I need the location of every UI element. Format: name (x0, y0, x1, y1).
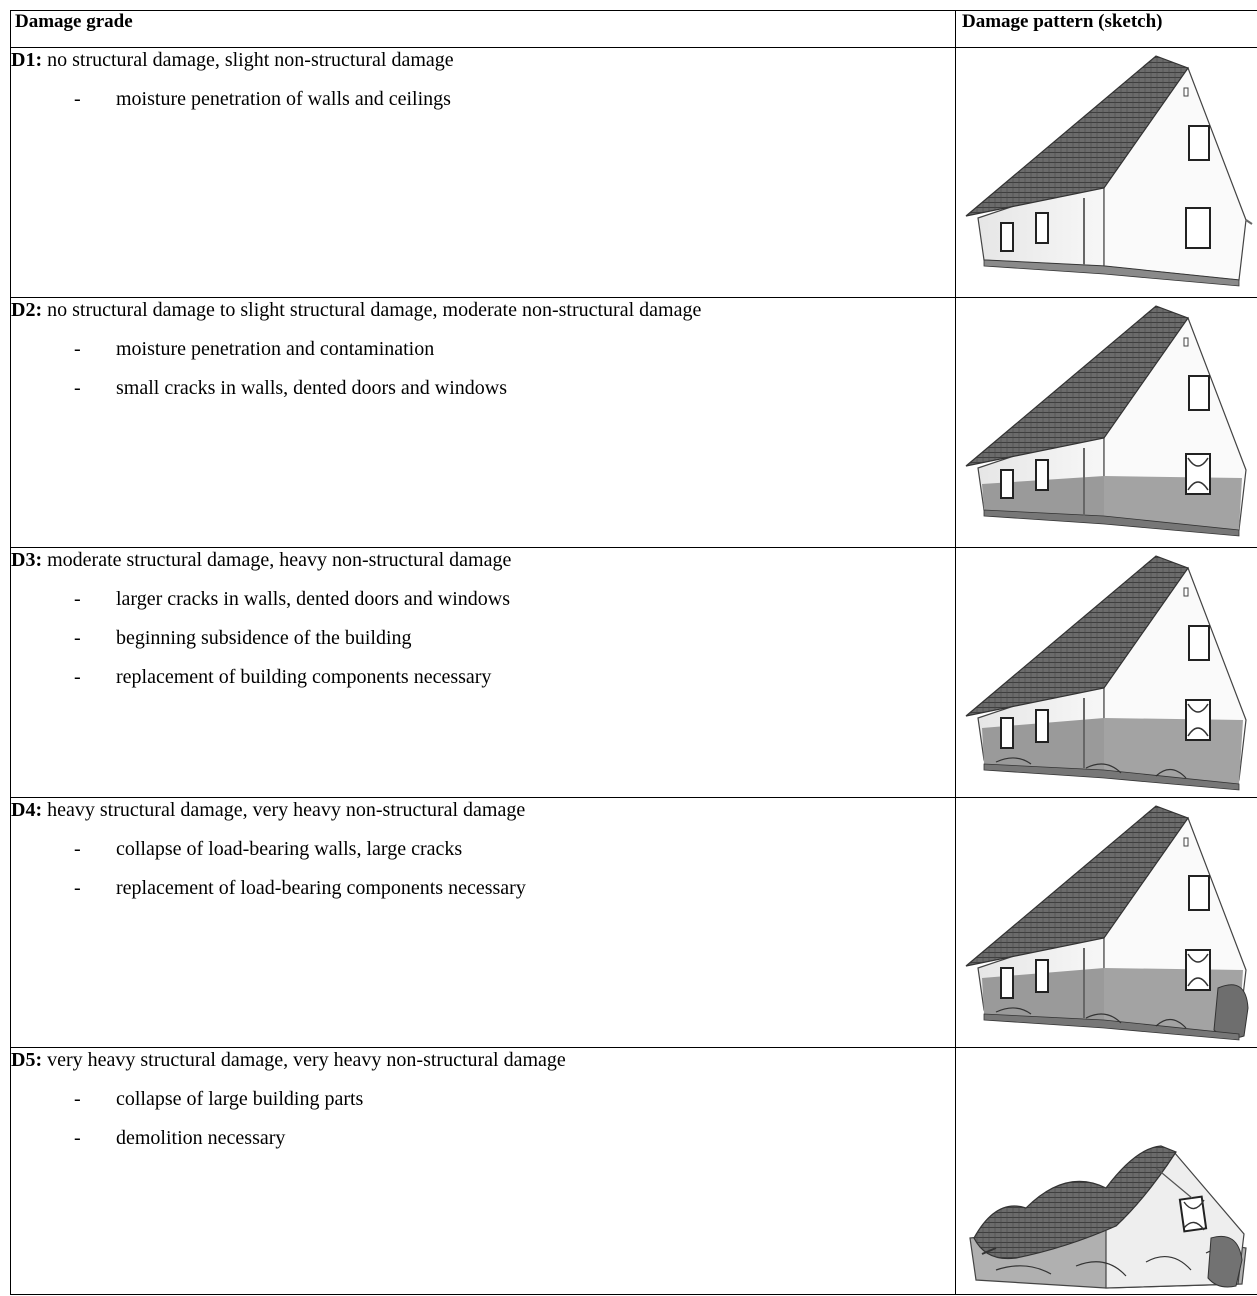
grade-summary: no structural damage, slight non-structural damage (42, 49, 454, 71)
grade-title (11, 48, 955, 72)
damage-list (11, 337, 955, 400)
house-sketch-icon (956, 798, 1256, 1046)
sketch-cell (956, 48, 1257, 298)
grade-summary: moderate structural damage, heavy non-structural damage (42, 549, 511, 571)
bullet-dash: - (74, 1126, 81, 1150)
list-item (11, 1087, 955, 1111)
grade-title (11, 298, 955, 322)
bullet-dash: - (74, 876, 81, 900)
sketch-cell (956, 548, 1257, 798)
grade-row-d2 (11, 298, 1257, 548)
list-item-text: demolition necessary (116, 1127, 285, 1149)
grade-title (11, 1048, 955, 1072)
list-item (11, 587, 955, 611)
grade-title (11, 798, 955, 822)
list-item (11, 337, 955, 361)
house-sketch-icon (956, 548, 1256, 796)
house-sketch-icon (956, 298, 1256, 546)
bullet-dash: - (74, 337, 81, 361)
header-damage-grade: Damage grade (11, 11, 956, 48)
bullet-dash: - (74, 1087, 81, 1111)
list-item (11, 876, 955, 900)
grade-description (11, 798, 956, 1048)
grade-summary: no structural damage to slight structural damage, moderate non-structural damage (42, 299, 701, 321)
list-item (11, 1126, 955, 1150)
sketch-cell (956, 1048, 1257, 1295)
grade-code: D3: (11, 549, 42, 571)
grade-description (11, 48, 956, 298)
list-item-text: replacement of building components necessary (116, 666, 491, 688)
collapsed-house-sketch-icon (956, 1048, 1256, 1296)
list-item-text: collapse of large building parts (116, 1088, 363, 1110)
bullet-dash: - (74, 837, 81, 861)
sketch-cell (956, 298, 1257, 548)
list-item-text: small cracks in walls, dented doors and windows (116, 377, 507, 399)
grade-row-d3 (11, 548, 1257, 798)
list-item-text: replacement of load-bearing components necessary (116, 877, 526, 899)
bullet-dash: - (74, 587, 81, 611)
grade-code: D1: (11, 49, 42, 71)
damage-list (11, 1087, 955, 1150)
grade-summary: very heavy structural damage, very heavy non-structural damage (42, 1049, 566, 1071)
list-item-text: collapse of load-bearing walls, large cracks (116, 838, 462, 860)
house-sketch-icon (956, 48, 1256, 296)
header-damage-pattern: Damage pattern (sketch) (956, 11, 1257, 48)
list-item (11, 376, 955, 400)
grade-row-d5 (11, 1048, 1257, 1295)
damage-list (11, 587, 955, 689)
grade-code: D5: (11, 1049, 42, 1071)
list-item (11, 626, 955, 650)
grade-code: D4: (11, 799, 42, 821)
grade-code: D2: (11, 299, 42, 321)
list-item (11, 87, 955, 111)
sketch-cell (956, 798, 1257, 1048)
bullet-dash: - (74, 665, 81, 689)
bullet-dash: - (74, 626, 81, 650)
grade-summary: heavy structural damage, very heavy non-structural damage (42, 799, 525, 821)
list-item-text: moisture penetration and contamination (116, 338, 434, 360)
list-item (11, 837, 955, 861)
damage-grade-table (10, 10, 1257, 1295)
list-item (11, 665, 955, 689)
grade-description (11, 548, 956, 798)
grade-row-d1 (11, 48, 1257, 298)
list-item-text: beginning subsidence of the building (116, 627, 412, 649)
bullet-dash: - (74, 87, 81, 111)
table-header-row (11, 11, 1257, 48)
grade-row-d4 (11, 798, 1257, 1048)
grade-description (11, 298, 956, 548)
damage-list (11, 87, 955, 111)
bullet-dash: - (74, 376, 81, 400)
list-item-text: moisture penetration of walls and ceilings (116, 88, 451, 110)
grade-description (11, 1048, 956, 1295)
list-item-text: larger cracks in walls, dented doors and windows (116, 588, 510, 610)
damage-list (11, 837, 955, 900)
grade-title (11, 548, 955, 572)
